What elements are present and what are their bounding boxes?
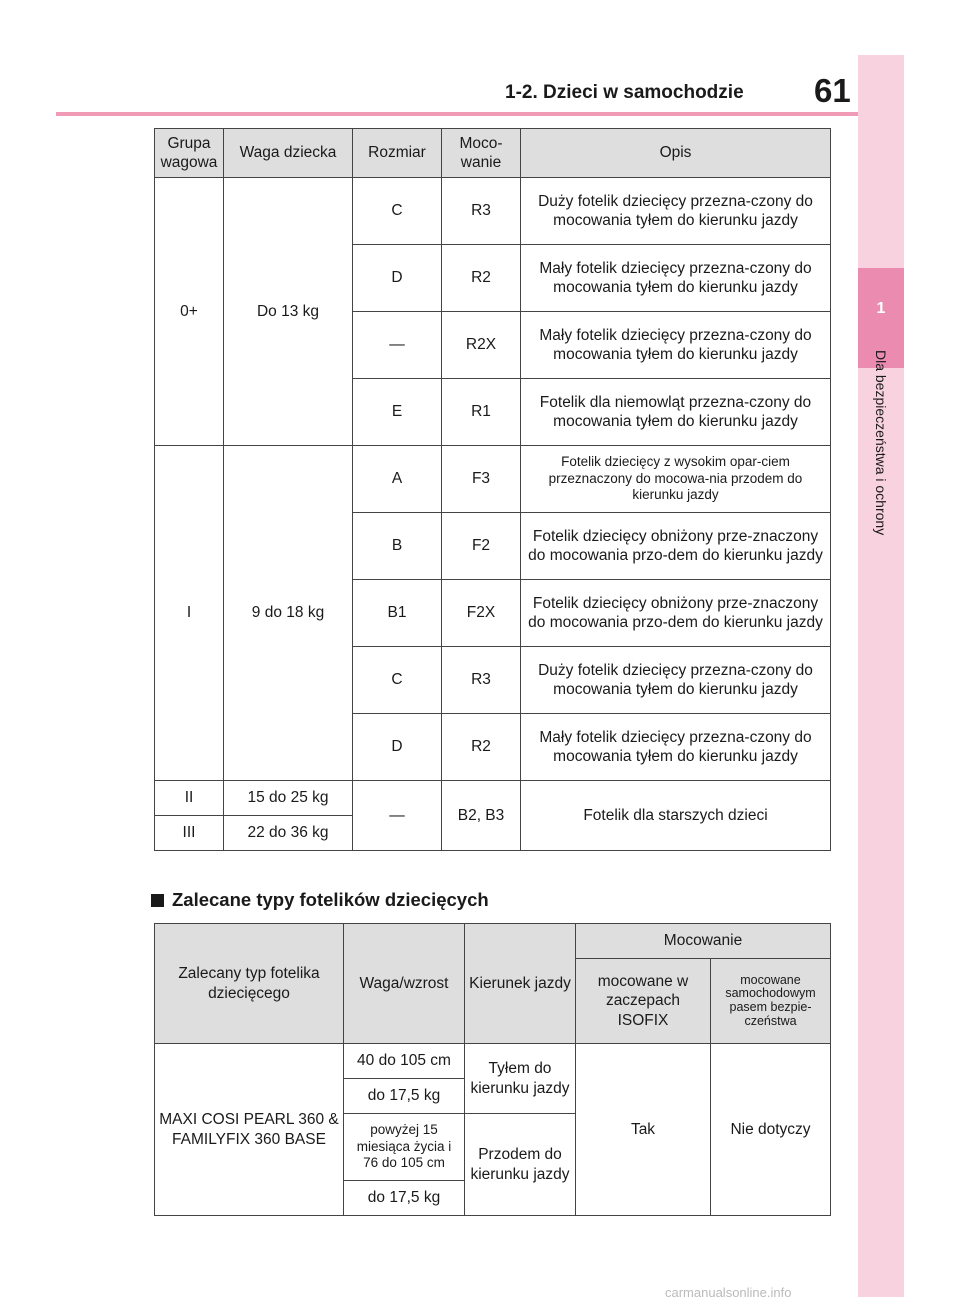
size-cell: B <box>353 513 442 580</box>
desc-cell: Fotelik dla starszych dzieci <box>521 781 831 851</box>
col-header: Opis <box>521 129 831 178</box>
group-cell: I <box>155 446 224 781</box>
direction-cell: Tyłem do kierunku jazdy <box>465 1044 576 1114</box>
size-cell: B1 <box>353 580 442 647</box>
mount-cell: B2, B3 <box>442 781 521 851</box>
col-header-direction: Kierunek jazdy <box>465 924 576 1044</box>
col-header-belt: mocowane samochodowym pasem bezpie-czeństwa <box>711 959 831 1044</box>
desc-cell: Mały fotelik dziecięcy przezna-czony do mocowania tyłem do kierunku jazdy <box>521 714 831 781</box>
desc-cell: Fotelik dziecięcy z wysokim opar-ciem przeznaczony do mocowa-nia przodem do kierunku jazdy <box>521 446 831 513</box>
table-header-row <box>155 129 831 178</box>
group-cell: III <box>155 816 224 851</box>
weight-cell: Do 13 kg <box>224 178 353 446</box>
mount-cell: R3 <box>442 178 521 245</box>
col-header: Waga dziecka <box>224 129 353 178</box>
col-header: Rozmiar <box>353 129 442 178</box>
size-cell: C <box>353 647 442 714</box>
size-cell: — <box>353 312 442 379</box>
table-row <box>155 178 831 245</box>
mount-cell: R2X <box>442 312 521 379</box>
direction-cell: Przodem do kierunku jazdy <box>465 1114 576 1216</box>
col-header: Moco-wanie <box>442 129 521 178</box>
col-header-weight: Waga/wzrost <box>344 924 465 1044</box>
weight-cell: 40 do 105 cm <box>344 1044 465 1079</box>
table-row <box>155 781 831 816</box>
weight-cell: powyżej 15 miesiąca życia i 76 do 105 cm <box>344 1114 465 1181</box>
size-cell: D <box>353 245 442 312</box>
table-row <box>155 1044 831 1079</box>
mount-cell: F2 <box>442 513 521 580</box>
table-header-row <box>155 924 831 959</box>
size-cell: A <box>353 446 442 513</box>
section-heading-text: Zalecane typy fotelików dziecięcych <box>172 889 489 910</box>
size-cell: E <box>353 379 442 446</box>
desc-cell: Mały fotelik dziecięcy przezna-czony do mocowania tyłem do kierunku jazdy <box>521 245 831 312</box>
col-header: Grupa wagowa <box>155 129 224 178</box>
seat-name-cell: MAXI COSI PEARL 360 & FAMILYFIX 360 BASE <box>155 1044 344 1216</box>
col-header-mounting: Mocowanie <box>576 924 831 959</box>
desc-cell: Fotelik dziecięcy obniżony prze-znaczony do mocowania przo-dem do kierunku jazdy <box>521 580 831 647</box>
belt-cell: Nie dotyczy <box>711 1044 831 1216</box>
desc-cell: Duży fotelik dziecięcy przezna-czony do mocowania tyłem do kierunku jazdy <box>521 178 831 245</box>
col-header-isofix: mocowane w zaczepach ISOFIX <box>576 959 711 1044</box>
table-row <box>155 446 831 513</box>
mount-cell: R1 <box>442 379 521 446</box>
desc-cell: Fotelik dziecięcy obniżony prze-znaczony do mocowania przo-dem do kierunku jazdy <box>521 513 831 580</box>
size-cell: C <box>353 178 442 245</box>
size-cell: D <box>353 714 442 781</box>
group-cell: II <box>155 781 224 816</box>
section-heading <box>151 889 489 911</box>
mount-cell: R2 <box>442 245 521 312</box>
mount-cell: R3 <box>442 647 521 714</box>
recommended-seats-table <box>154 923 831 1216</box>
col-header-type: Zalecany typ fotelika dziecięcego <box>155 924 344 1044</box>
header-title: 1-2. Dzieci w samochodzie <box>505 82 744 103</box>
page-number: 61 <box>814 72 851 109</box>
side-tab <box>858 55 904 1297</box>
desc-cell: Fotelik dla niemowląt przezna-czony do mocowania tyłem do kierunku jazdy <box>521 379 831 446</box>
header-rule <box>56 112 858 116</box>
group-cell: 0+ <box>155 178 224 446</box>
weight-cell: do 17,5 kg <box>344 1181 465 1216</box>
side-tab-label: Dla bezpieczeństwa i ochrony <box>873 350 889 536</box>
watermark: carmanualsonline.info <box>665 1285 792 1300</box>
desc-cell: Duży fotelik dziecięcy przezna-czony do mocowania tyłem do kierunku jazdy <box>521 647 831 714</box>
weight-cell: do 17,5 kg <box>344 1079 465 1114</box>
mount-cell: R2 <box>442 714 521 781</box>
weight-cell: 15 do 25 kg <box>224 781 353 816</box>
weight-cell: 22 do 36 kg <box>224 816 353 851</box>
size-cell: — <box>353 781 442 851</box>
square-bullet-icon <box>151 894 164 907</box>
weight-cell: 9 do 18 kg <box>224 446 353 781</box>
weight-group-table <box>154 128 831 851</box>
desc-cell: Mały fotelik dziecięcy przezna-czony do mocowania tyłem do kierunku jazdy <box>521 312 831 379</box>
side-tab-number: 1 <box>858 268 904 368</box>
mount-cell: F3 <box>442 446 521 513</box>
mount-cell: F2X <box>442 580 521 647</box>
isofix-cell: Tak <box>576 1044 711 1216</box>
